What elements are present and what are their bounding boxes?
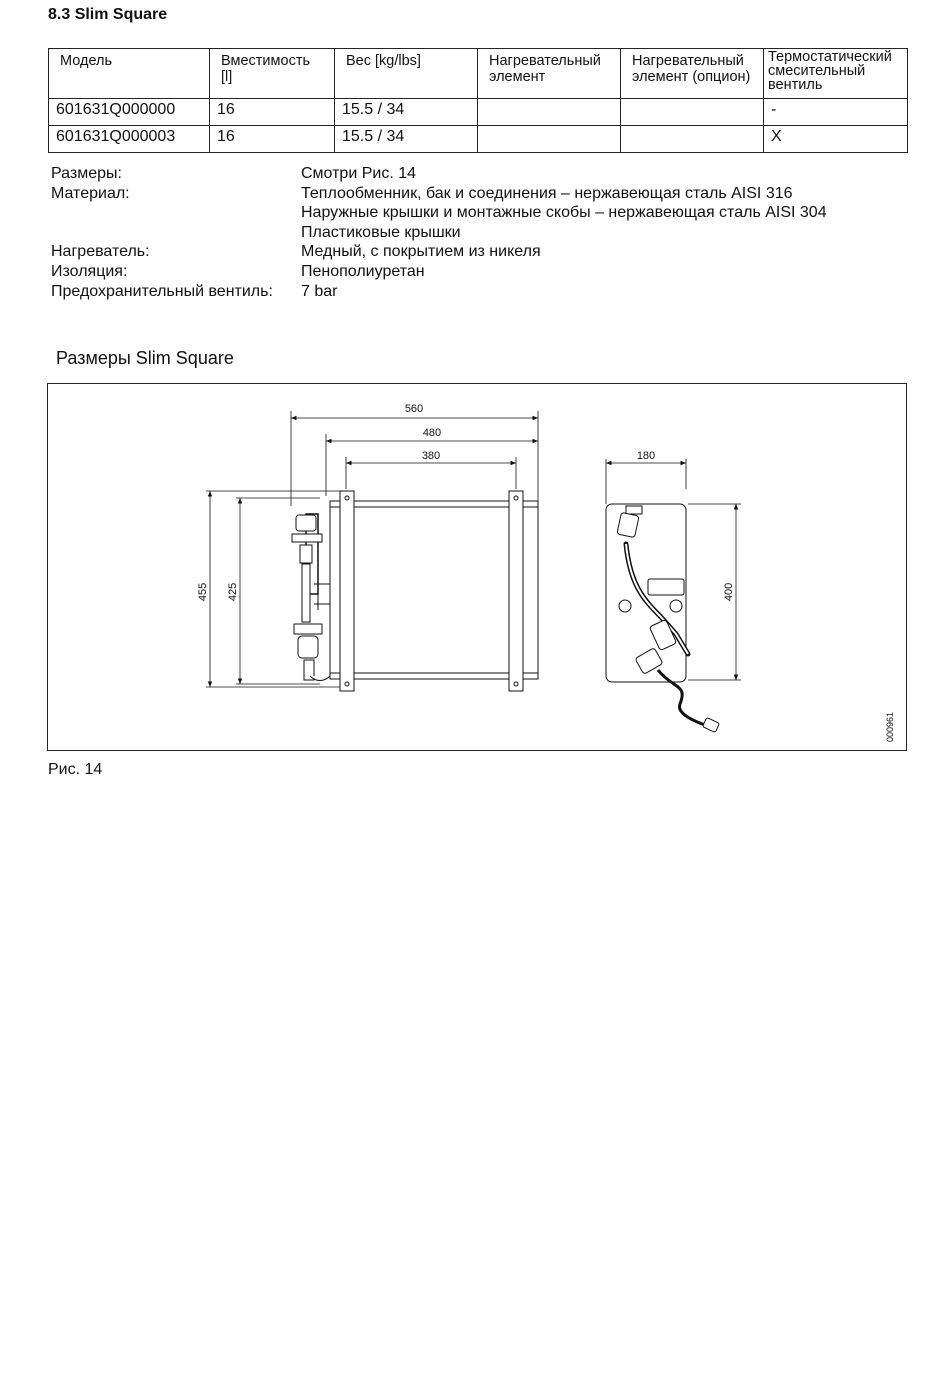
cell-heating-element-optional bbox=[621, 99, 764, 126]
figure-caption: Рис. 14 bbox=[48, 761, 103, 778]
property-value: Наружные крышки и монтажные скобы – нержавеющая сталь AISI 304 bbox=[301, 204, 827, 222]
property-label: Предохранительный вентиль: bbox=[51, 282, 273, 300]
property-label: Размеры: bbox=[51, 165, 122, 182]
property-heater bbox=[51, 242, 827, 262]
col-header-thermostatic-valve: Термостатический смесительный вентиль bbox=[764, 49, 908, 99]
property-safety-valve bbox=[51, 282, 827, 302]
property-material bbox=[51, 184, 827, 243]
section-title: 8.3 Slim Square bbox=[48, 6, 168, 23]
dim-body-height: 425 bbox=[227, 582, 239, 602]
spec-table bbox=[48, 48, 908, 153]
cell-weight: 15.5 / 34 bbox=[335, 126, 478, 153]
technical-drawing bbox=[48, 384, 906, 750]
cell-heating-element bbox=[478, 126, 621, 153]
figure-title: Размеры Slim Square bbox=[56, 348, 234, 368]
cell-heating-element-optional bbox=[621, 126, 764, 153]
dim-side-height: 400 bbox=[723, 582, 735, 602]
figure-code: 000961 bbox=[885, 711, 895, 743]
properties-list bbox=[51, 164, 827, 301]
table-row bbox=[49, 126, 908, 153]
property-value: 7 bar bbox=[301, 282, 338, 300]
property-values bbox=[301, 184, 827, 243]
dim-bracket-spacing: 380 bbox=[421, 450, 441, 462]
dim-overall-height: 455 bbox=[197, 582, 209, 602]
cell-model: 601631Q000000 bbox=[49, 99, 210, 126]
property-label: Нагреватель: bbox=[51, 243, 150, 261]
col-header-heating-element-optional: Нагревательный элемент (опцион) bbox=[621, 49, 764, 99]
table-header-row bbox=[49, 49, 908, 99]
property-label: Изоляция: bbox=[51, 262, 128, 280]
property-value: Пенополиуретан bbox=[301, 262, 425, 280]
dim-depth: 180 bbox=[636, 450, 656, 462]
col-header-model: Модель bbox=[49, 49, 210, 99]
col-header-capacity: Вместимость [l] bbox=[210, 49, 335, 99]
property-value: Пластиковые крышки bbox=[301, 223, 461, 241]
cell-heating-element bbox=[478, 99, 621, 126]
table-row bbox=[49, 99, 908, 126]
cell-model: 601631Q000003 bbox=[49, 126, 210, 153]
dim-overall-width: 560 bbox=[404, 403, 424, 415]
property-value: Медный, с покрытием из никеля bbox=[301, 243, 541, 261]
property-insulation bbox=[51, 262, 827, 282]
col-header-heating-element: Нагревательный элемент bbox=[478, 49, 621, 99]
figure-frame bbox=[47, 383, 907, 751]
cell-capacity: 16 bbox=[210, 99, 335, 126]
cell-thermostatic-valve: X bbox=[764, 126, 908, 153]
cell-weight: 15.5 / 34 bbox=[335, 99, 478, 126]
property-value: Теплообменник, бак и соединения – нержавеющая сталь AISI 316 bbox=[301, 184, 793, 202]
property-dimensions bbox=[51, 164, 827, 184]
dim-body-width: 480 bbox=[422, 427, 442, 439]
cell-capacity: 16 bbox=[210, 126, 335, 153]
property-value: Смотри Рис. 14 bbox=[301, 165, 417, 182]
cell-thermostatic-valve: - bbox=[764, 99, 908, 126]
col-header-weight: Вес [kg/lbs] bbox=[335, 49, 478, 99]
property-label: Материал: bbox=[51, 184, 130, 202]
